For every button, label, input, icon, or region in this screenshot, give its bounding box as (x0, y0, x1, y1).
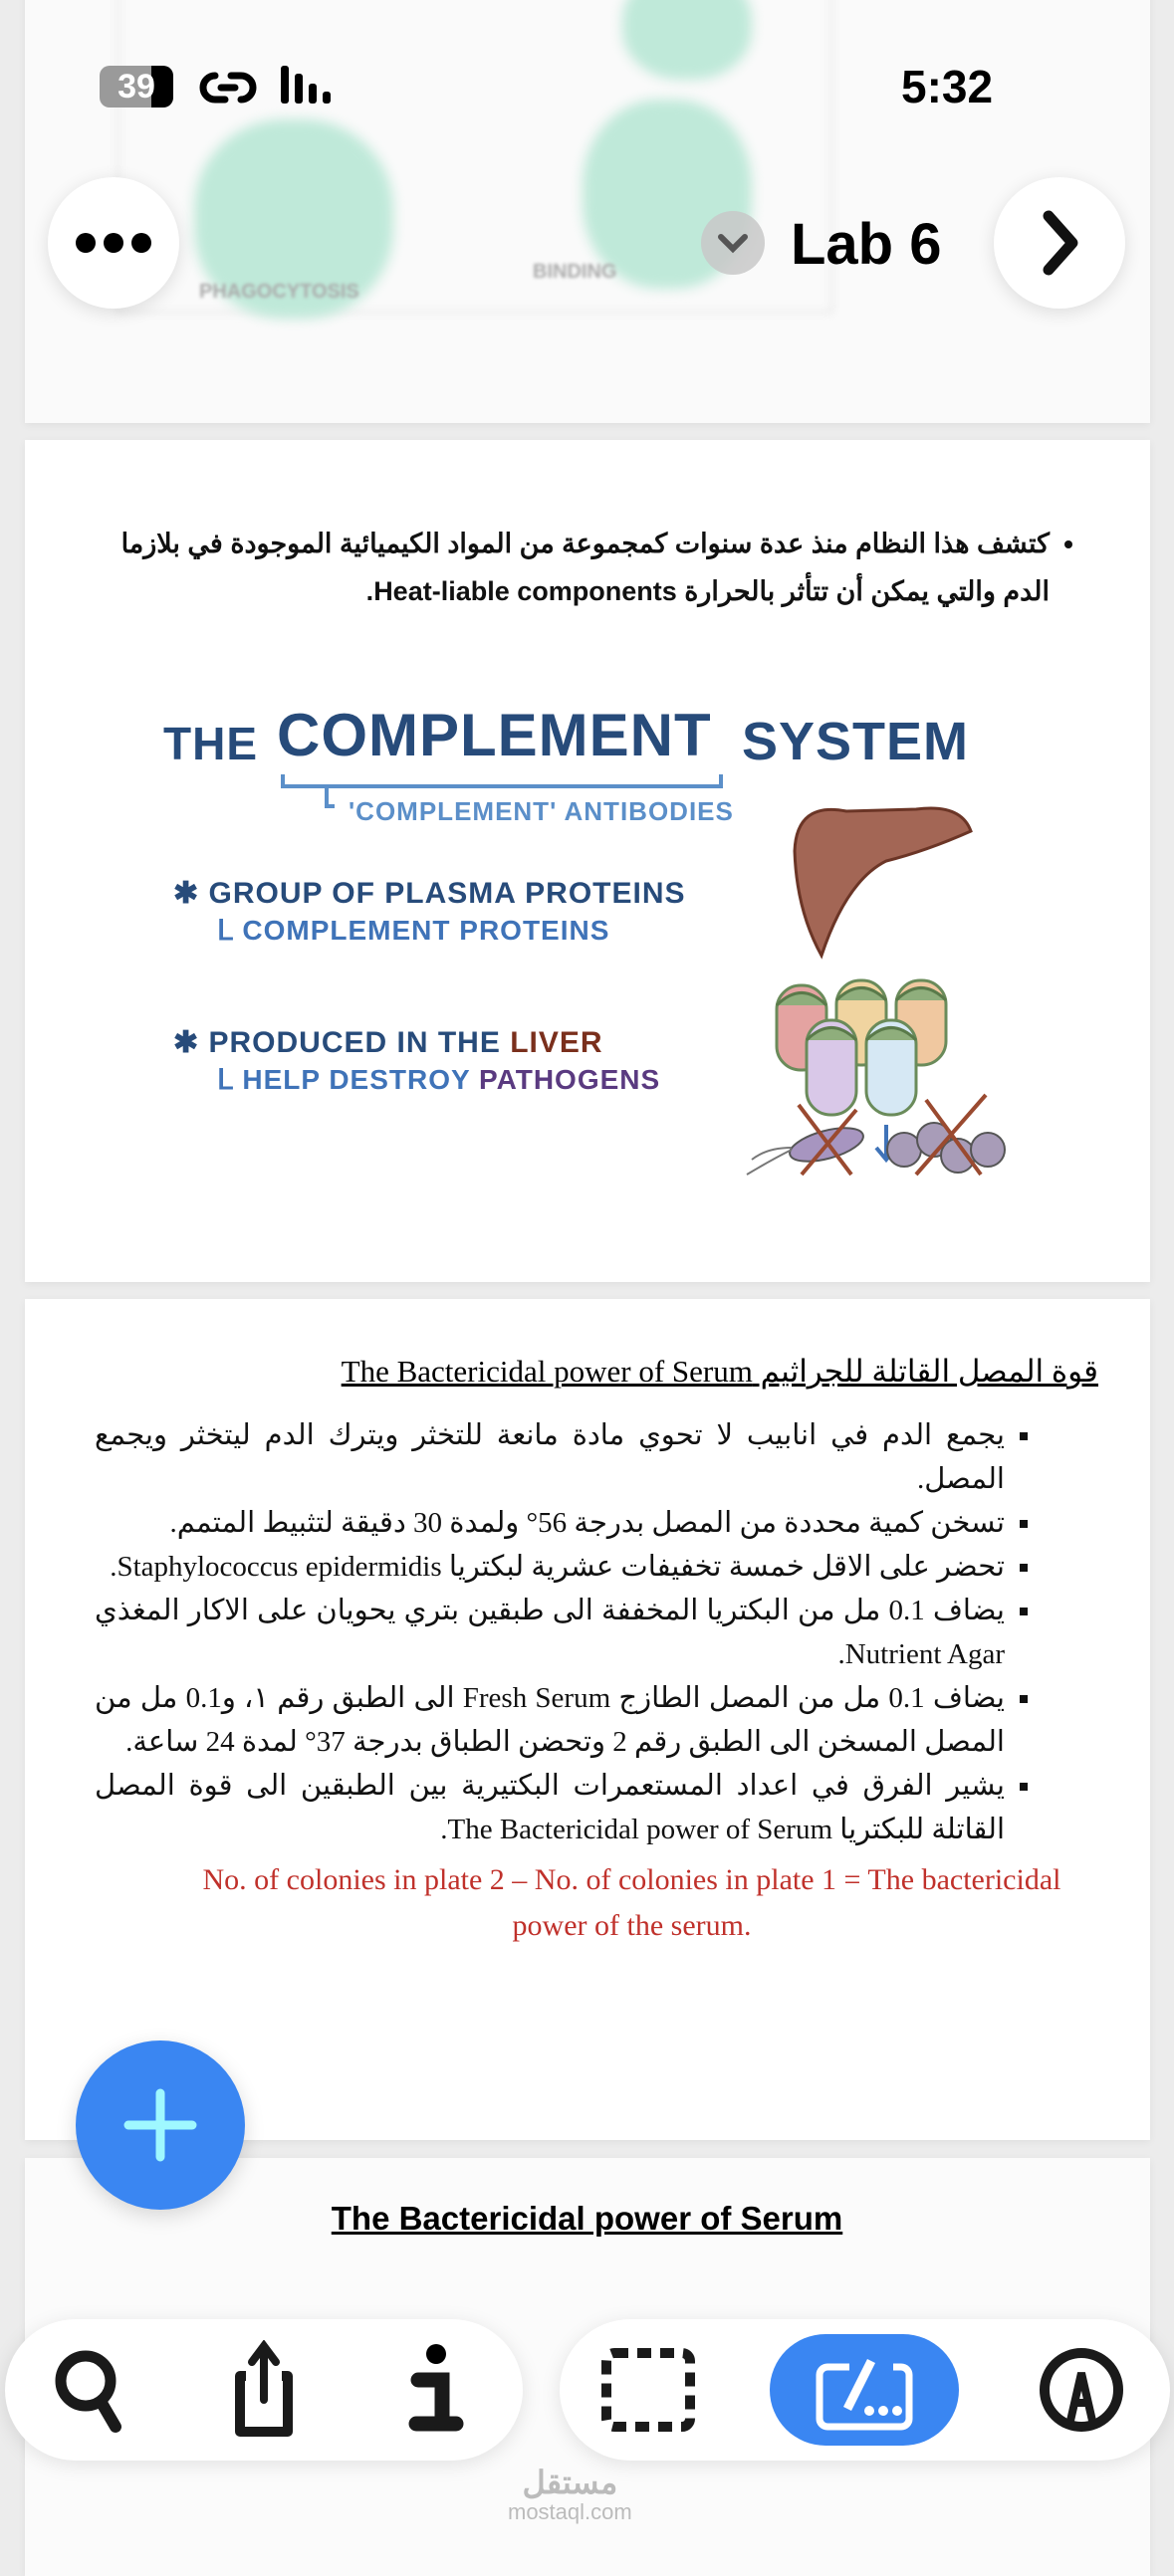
toolbar-right (560, 2319, 1170, 2461)
pencil-tool-button[interactable] (1027, 2335, 1136, 2445)
plus-icon (120, 2085, 200, 2165)
diagram-label: BINDING (533, 261, 617, 283)
select-icon (598, 2345, 698, 2435)
procedure-step: ▪ يجمع الدم في انابيب لا تحوي مادة مانعة للتخثر ويترك الدم ليتخثر ويجمع المصل. (95, 1413, 1005, 1501)
share-icon (224, 2340, 304, 2440)
clock: 5:32 (901, 61, 994, 112)
destroyed-pathogens-icon (737, 1090, 1026, 1184)
toolbar-left (5, 2319, 523, 2461)
formula-text: No. of colonies in plate 2 – No. of colonies in plate 1 = The bactericidal power of the serum. (202, 1863, 1061, 1942)
procedure-step: ▪ يشير الفرق في اعداد المستعمرات البكتيرية بين الطبقين الى قوة المصل القاتلة للبكتريا The Bactericidal power of Serum. (95, 1764, 1005, 1851)
info-icon (406, 2340, 466, 2440)
liver-icon (795, 808, 971, 956)
procedure-step: ▪ يضاف 0.1 مل من البكتريا المخففة الى طبقين بتري يحويان على الاكار المغذي Nutrient Agar. (95, 1589, 1005, 1676)
signal-icon (281, 66, 343, 106)
page4-title: The Bactericidal power of Serum (331, 2200, 843, 2237)
add-button[interactable] (76, 2040, 245, 2210)
chevron-right-icon (1035, 208, 1084, 278)
figure-title: COMPLEMENT (277, 702, 712, 768)
battery-indicator: 39 (100, 66, 173, 107)
search-button[interactable] (37, 2335, 146, 2445)
procedure-section (95, 1413, 1094, 1949)
figure-text: COMPLEMENT PROTEINS (242, 915, 610, 946)
diagram-label: PHAGOCYTOSIS (199, 281, 359, 303)
select-button[interactable] (593, 2335, 703, 2445)
figure-text: SYSTEM (742, 712, 970, 771)
section-title: قوة المصل القاتلة للجراثيم The Bactericidal power of Serum (341, 1354, 1098, 1389)
link-icon (197, 68, 259, 107)
procedure-step: ▪ تسخن كمية محددة من المصل بدرجة 56° ولمدة 30 دقيقة لتثبيط المتمم. (95, 1501, 1005, 1545)
next-button[interactable] (994, 177, 1125, 309)
procedure-list (95, 1413, 1045, 1851)
procedure-step: ▪ تحضر على الاقل خمسة تخفيفات عشرية لبكتريا Staphylococcus epidermidis. (95, 1545, 1005, 1589)
complement-system-figure: THE COMPLEMENT SYSTEM 'COMPLEMENT' ANTIBODIES ✱ GROUP OF PLASMA PROTEINS ᒪ COMPLEMENT PROTEINS ✱ PRODUCED IN THE LIVER ᒪ HELP DESTROY PATHOGENS (159, 687, 1016, 1184)
share-button[interactable] (209, 2335, 319, 2445)
bullet-text: • كتشف هذا النظام منذ عدة سنوات كمجموعة من المواد الكيميائية الموجودة في بلازما الدم والتي يمكن أن تتأثر بالحرارة Heat-liable components. (100, 520, 1050, 615)
search-icon (52, 2345, 131, 2435)
figure-text: HELP DESTROY (242, 1064, 471, 1095)
ellipsis-icon (74, 231, 153, 255)
figure-text: 'COMPLEMENT' ANTIBODIES (349, 796, 734, 826)
figure-text: PRODUCED IN THE (208, 1026, 501, 1059)
markup-icon (810, 2345, 919, 2435)
figure-text: PATHOGENS (478, 1064, 661, 1095)
pencil-circle-icon (1037, 2345, 1126, 2435)
procedure-step: ▪ يضاف 0.1 مل من المصل الطازج Fresh Serum الى الطبق رقم ١، و0.1 مل من المصل المسخن الى الطبق رقم 2 وتحضن الطباق بدرجة 37° لمدة 24 ساعة. (95, 1676, 1005, 1764)
watermark: مستقل mostaql.com (508, 2465, 632, 2524)
figure-text: THE (163, 718, 258, 769)
arabic-bullet-list (100, 520, 1079, 615)
info-button[interactable] (381, 2335, 491, 2445)
title-dropdown-button[interactable] (701, 211, 765, 275)
more-button[interactable] (48, 177, 179, 309)
figure-text: GROUP OF PLASMA PROTEINS (208, 877, 686, 910)
chevron-down-icon (701, 211, 765, 275)
figure-text: LIVER (510, 1026, 603, 1059)
markup-button[interactable] (770, 2334, 959, 2446)
document-title[interactable]: Lab 6 (791, 212, 942, 277)
